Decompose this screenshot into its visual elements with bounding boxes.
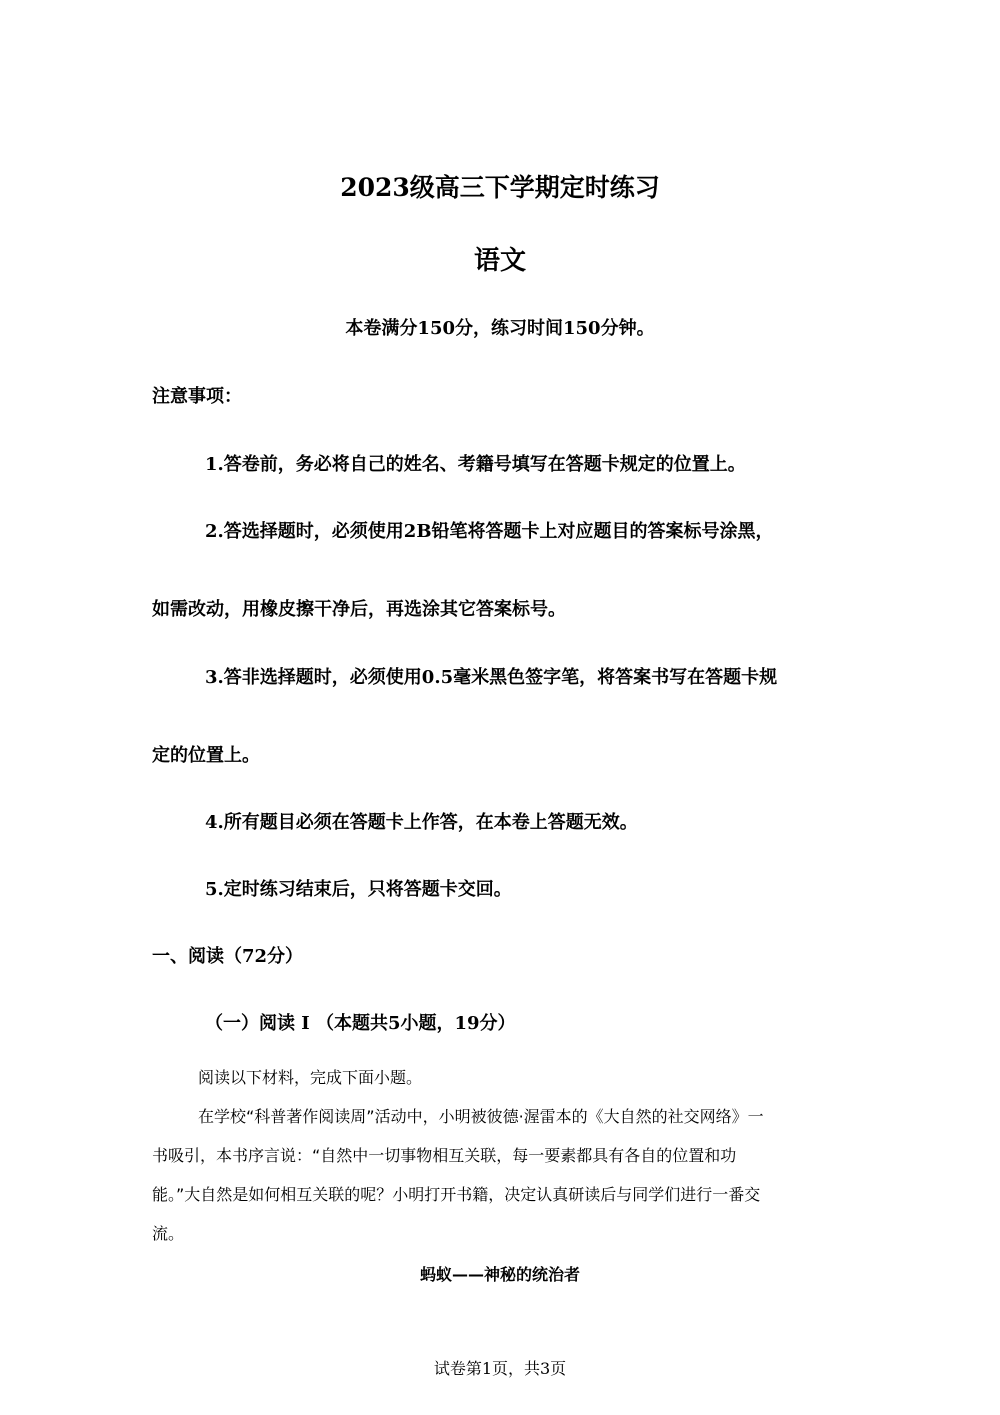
exam-title: 2023级高三下学期定时练习 (340, 173, 660, 202)
material-paragraph-line-3: 能。”大自然是如何相互关联的呢？小明打开书籍，决定认真研读后与同学们进行一番交 (152, 1185, 761, 1204)
page-footer: 试卷第1页，共3页 (433, 1359, 567, 1378)
reading-instruction: 阅读以下材料，完成下面小题。 (198, 1068, 423, 1087)
notice-heading: 注意事项： (152, 386, 242, 407)
notice-rule-2-line-2: 如需改动，用橡皮擦干净后，再选涂其它答案标号。 (152, 599, 566, 620)
notice-rule-2-line-1: 2.答选择题时，必须使用2B铅笔将答题卡上对应题目的答案标号涂黑， (205, 521, 774, 542)
notice-rule-1: 1.答卷前，务必将自己的姓名、考籍号填写在答题卡规定的位置上。 (205, 454, 746, 475)
score-time-line: 本卷满分150分，练习时间150分钟。 (345, 318, 655, 339)
section-heading: 一、阅读（72分） (152, 946, 304, 967)
notice-rule-5: 5.定时练习结束后，只将答题卡交回。 (205, 879, 512, 900)
notice-rule-4: 4.所有题目必须在答题卡上作答，在本卷上答题无效。 (205, 812, 638, 833)
subject-title: 语文 (473, 246, 526, 276)
subsection-heading: （一）阅读 I （本题共5小题，19分） (205, 1013, 516, 1034)
material-paragraph-line-2: 书吸引，本书序言说：“自然中一切事物相互关联，每一要素都具有各自的位置和功 (152, 1146, 737, 1165)
notice-rule-3-line-2: 定的位置上。 (152, 745, 260, 766)
material-paragraph-line-1: 在学校“科普著作阅读周”活动中，小明被彼德·渥雷本的《大自然的社交网络》一 (198, 1107, 764, 1126)
notice-rule-3-line-1: 3.答非选择题时，必须使用0.5毫米黑色签字笔，将答案书写在答题卡规 (205, 667, 778, 688)
material-paragraph-line-4: 流。 (152, 1224, 185, 1243)
article-title: 蚂蚁——神秘的统治者 (419, 1265, 580, 1284)
